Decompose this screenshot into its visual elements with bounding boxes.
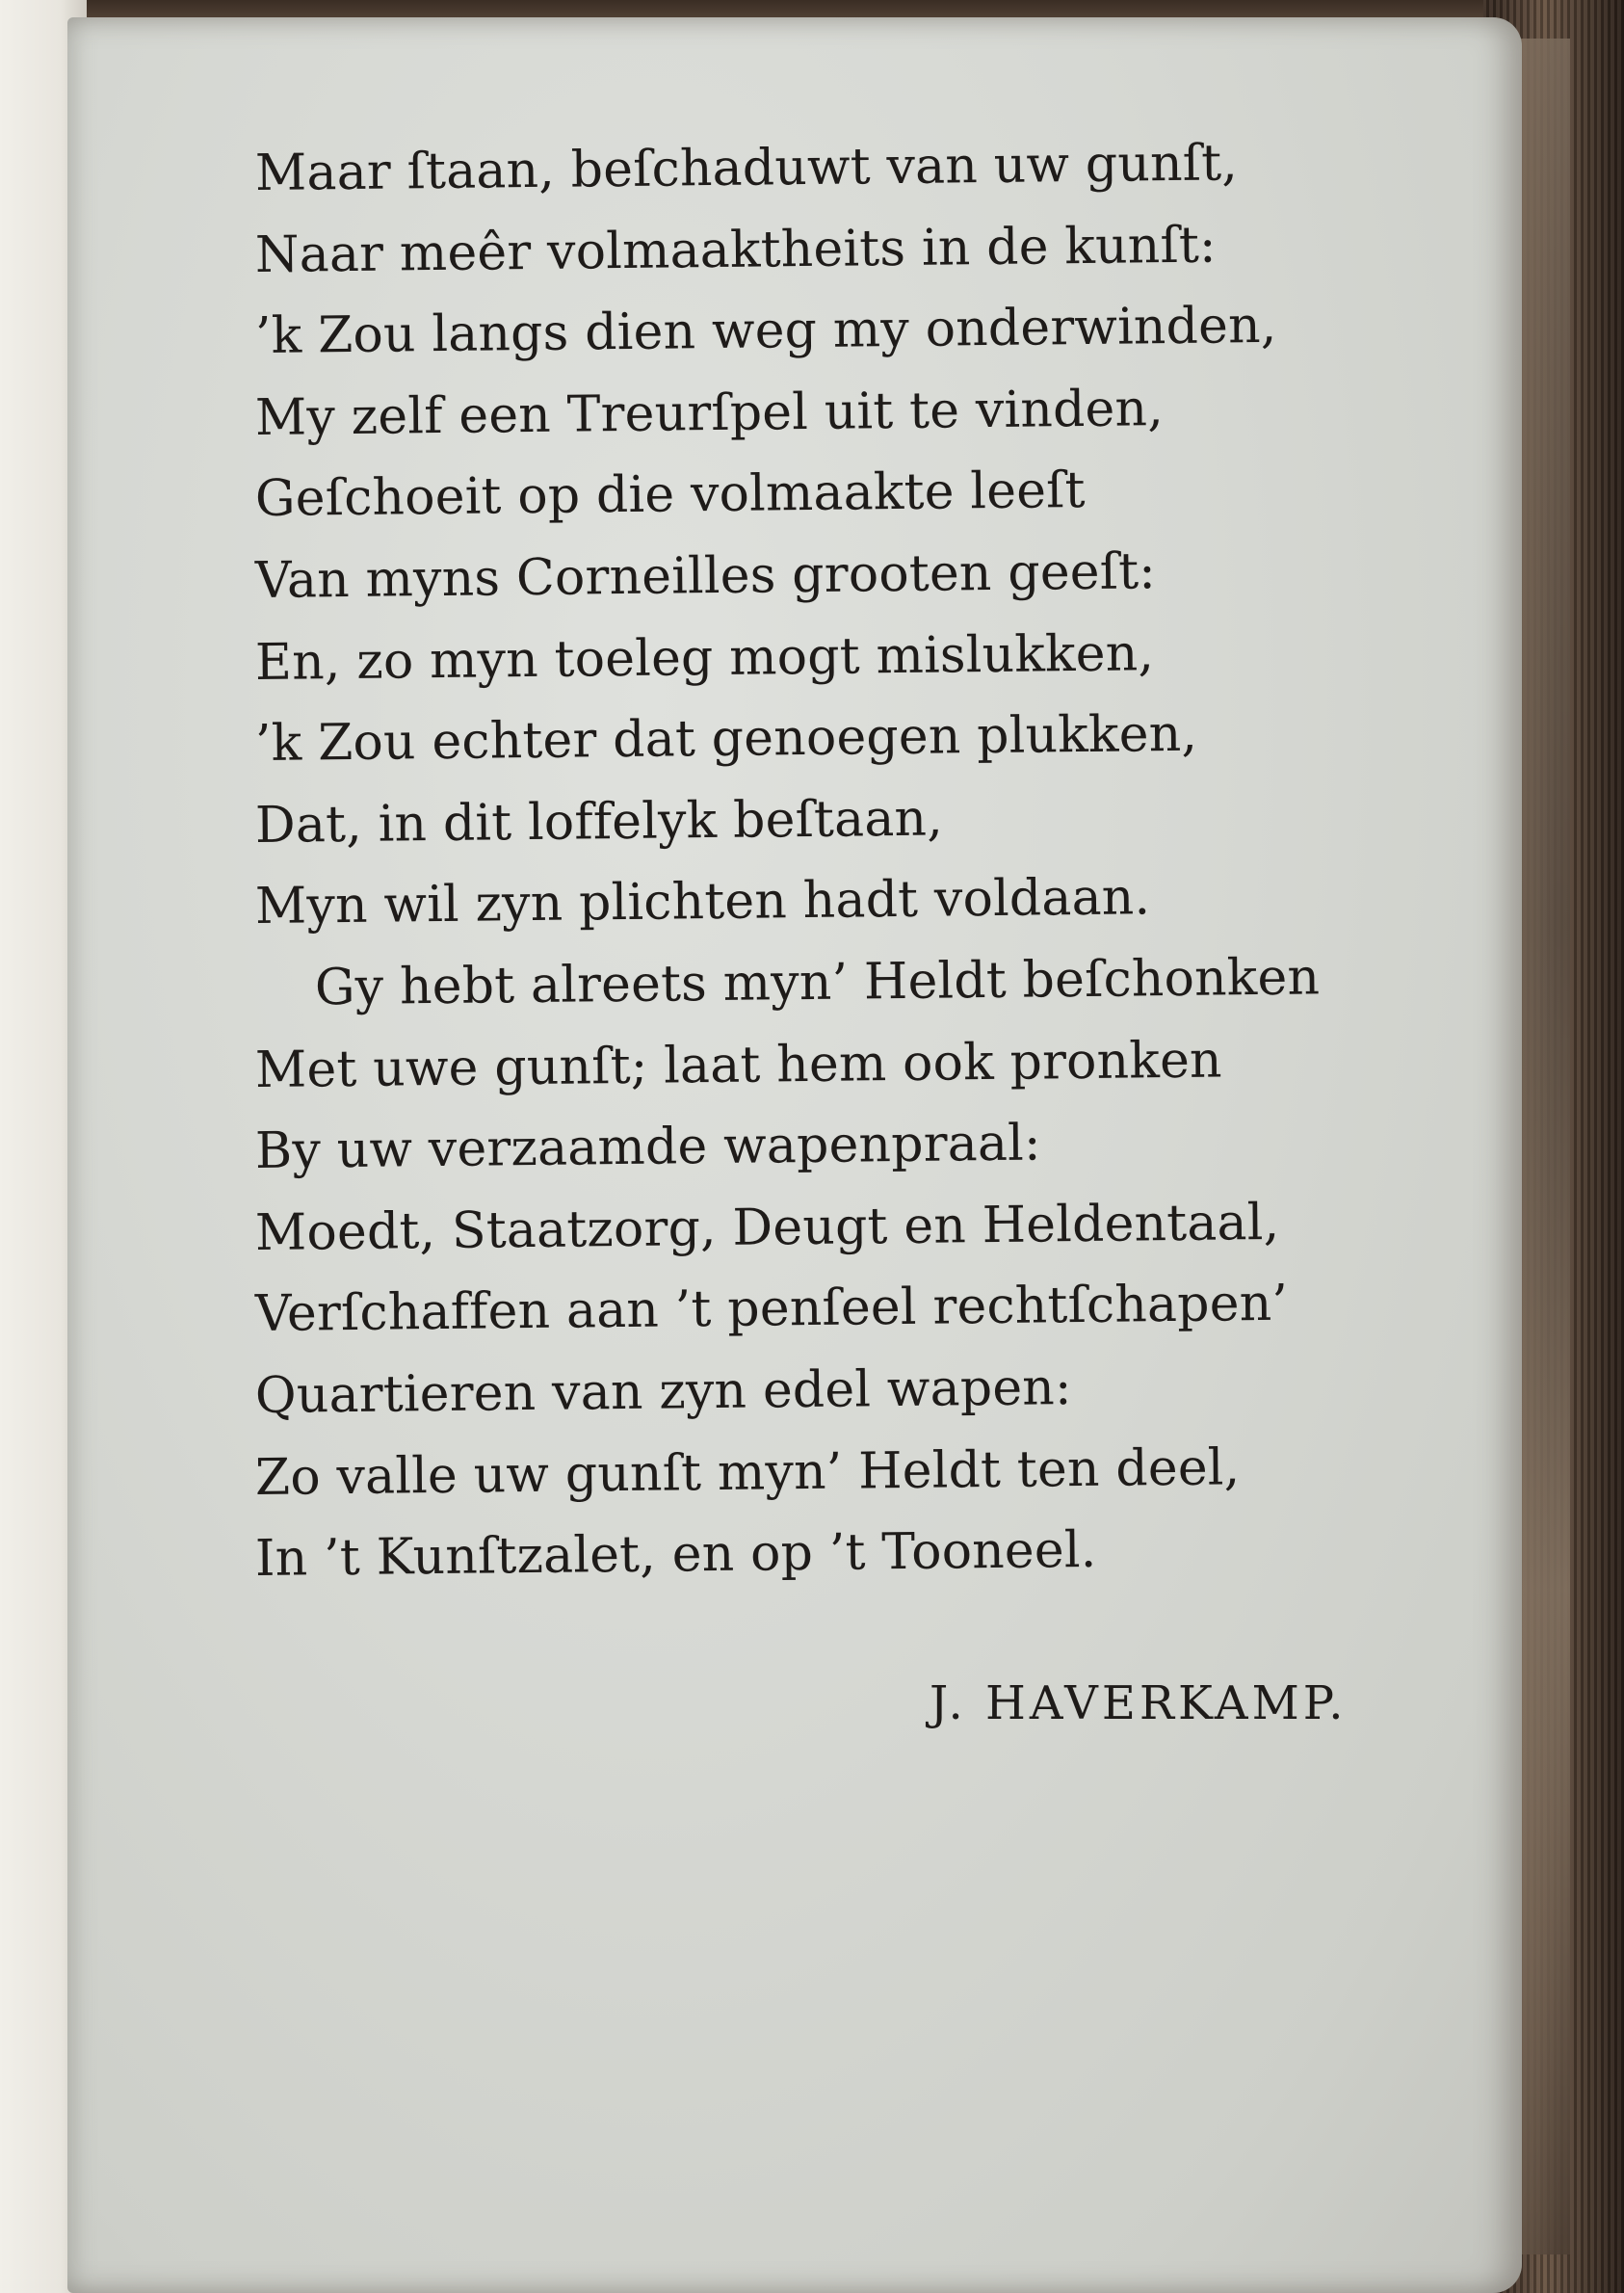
poem-line: My zelf een Treurſpel uit te vinden, — [254, 379, 1165, 447]
poem-line: Geſchoeit op die volmaakte leeſt — [254, 461, 1086, 529]
poem-line: Maar ſtaan, beſchaduwt van uw gunſt, — [254, 134, 1239, 202]
poem-line: In ’t Kunſtzalet, en op ’t Tooneel. — [254, 1520, 1097, 1589]
poem-line: Van myns Corneilles grooten geeſt: — [254, 542, 1157, 610]
poem-line: En, zo myn toeleg mogt mislukken, — [254, 623, 1155, 692]
poem-line: Verſchaffen aan ’t penſeel rechtſchapen’ — [254, 1275, 1289, 1344]
author-signature: J. HAVERKAMP. — [930, 1676, 1348, 1730]
poem-line: Moedt, Staatzorg, Deugt en Heldentaal, — [254, 1193, 1280, 1262]
poem-line: Zo valle uw gunſt myn’ Heldt ten deel, — [254, 1437, 1241, 1507]
book-page — [67, 17, 1522, 2293]
poem-line: Naar meêr volmaaktheits in de kunſt: — [254, 216, 1218, 284]
poem-line: Met uwe gunſt; laat hem ook pronken — [254, 1031, 1222, 1099]
poem-verse — [255, 133, 1411, 1600]
poem-line: Quartieren van zyn edel wapen: — [254, 1358, 1072, 1425]
poem-line: ’k Zou echter dat genoegen plukken, — [254, 704, 1198, 774]
poem-line: Myn wil zyn plichten hadt voldaan. — [254, 868, 1151, 936]
poem-line: ’k Zou langs dien weg my onderwinden, — [254, 297, 1277, 366]
poem-line: Gy hebt alreets myn’ Heldt beſchonken — [314, 948, 1321, 1017]
poem-line: Dat, in dit loffelyk beſtaan, — [254, 789, 944, 855]
poem-line: By uw verzaamde wapenpraal: — [254, 1114, 1041, 1181]
